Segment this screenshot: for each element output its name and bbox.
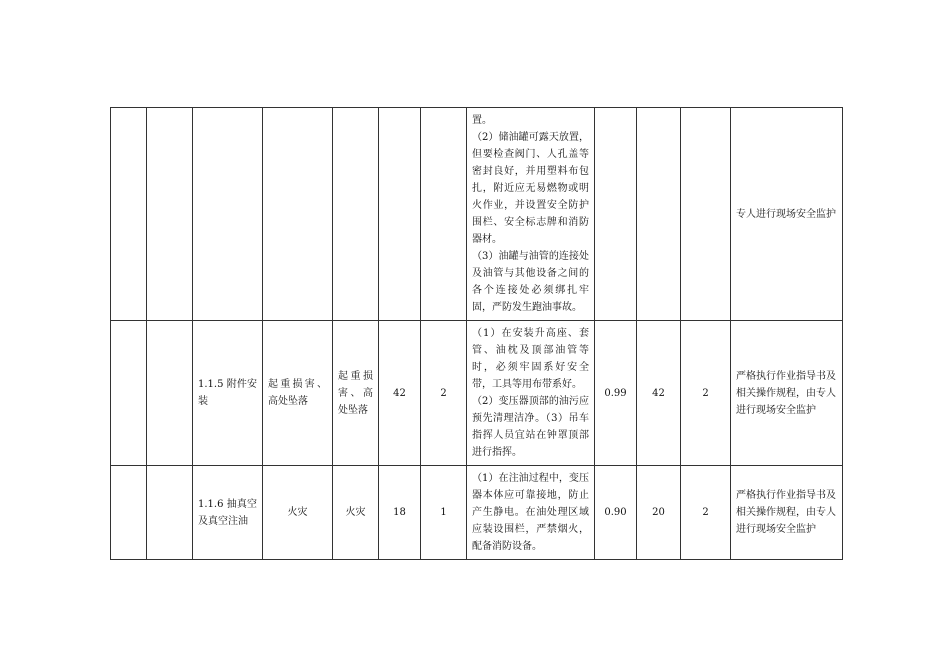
cell-residual-a	[595, 108, 637, 321]
cell-residual-a: 0.90	[595, 466, 637, 560]
cell-score-b: 2	[421, 321, 467, 466]
cell-measures	[467, 466, 595, 560]
cell-score-b: 1	[421, 466, 467, 560]
cell-hazard	[263, 108, 333, 321]
measure-line: （1）在安装升高座、套管、油枕及顶部油管等时，必须牢固系好安全带，工具等用布带系好。	[472, 328, 589, 390]
measure-line: （2）变压器顶部的油污应预先清理洁净。（3）吊车指挥人员宜站在钟罩顶部进行指挥。	[472, 396, 589, 458]
cell-residual-b: 42	[637, 321, 681, 466]
cell-control: 严格执行作业指导书及相关操作规程，由专人进行现场安全监护	[731, 321, 843, 466]
cell-residual-a: 0.99	[595, 321, 637, 466]
cell-consequence: 起重损害、高处坠落	[333, 321, 379, 466]
table-row	[111, 321, 843, 466]
table-row	[111, 108, 843, 321]
cell-score-a: 18	[379, 466, 421, 560]
cell-measures	[467, 321, 595, 466]
cell-score-b	[421, 108, 467, 321]
cell-consequence	[333, 108, 379, 321]
table-row	[111, 466, 843, 560]
cell-col1	[111, 466, 147, 560]
cell-hazard: 起重损害、高处坠落	[263, 321, 333, 466]
cell-residual-c: 2	[681, 321, 731, 466]
cell-col2	[147, 321, 193, 466]
measure-line: （2）储油罐可露天放置，但要检查阀门、人孔盖等密封良好，并用塑料布包扎，附近应无易燃物或明火作业，并设置安全防护围栏、安全标志牌和消防器材。	[472, 132, 589, 245]
cell-work-item: 1.1.5 附件安装	[193, 321, 263, 466]
risk-assessment-table	[110, 107, 843, 560]
cell-residual-b: 20	[637, 466, 681, 560]
measure-line: （1）在注油过程中，变压器本体应可靠接地，防止产生静电。在油处理区域应装设围栏，严禁烟火，配备消防设备。	[472, 473, 589, 552]
measure-line: 置。	[472, 115, 492, 126]
cell-control: 专人进行现场安全监护	[731, 108, 843, 321]
cell-consequence: 火灾	[333, 466, 379, 560]
cell-residual-b	[637, 108, 681, 321]
cell-residual-c	[681, 108, 731, 321]
cell-score-a	[379, 108, 421, 321]
cell-work-item: 1.1.6 抽真空及真空注油	[193, 466, 263, 560]
cell-col1	[111, 321, 147, 466]
cell-work-item	[193, 108, 263, 321]
cell-hazard: 火灾	[263, 466, 333, 560]
cell-col2	[147, 108, 193, 321]
cell-measures	[467, 108, 595, 321]
cell-residual-c: 2	[681, 466, 731, 560]
cell-score-a: 42	[379, 321, 421, 466]
cell-control: 严格执行作业指导书及相关操作规程，由专人进行现场安全监护	[731, 466, 843, 560]
measure-line: （3）油罐与油管的连接处及油管与其他设备之间的各个连接处必须绑扎牢固，严防发生跑油事故。	[472, 251, 589, 313]
cell-col2	[147, 466, 193, 560]
cell-col1	[111, 108, 147, 321]
